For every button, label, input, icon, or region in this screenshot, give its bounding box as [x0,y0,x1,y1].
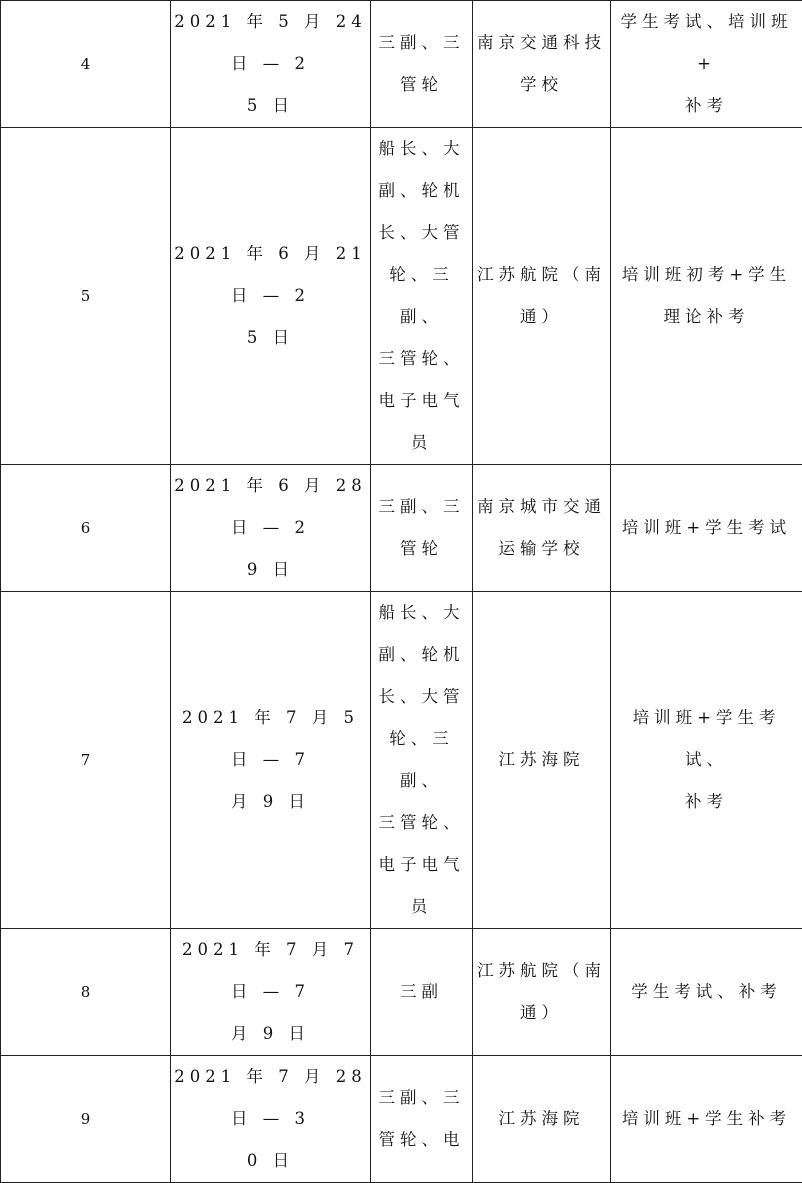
rank-line: 三管轮、 [372,338,471,380]
school-line: 通） [475,992,608,1034]
exam-type-line: 培训班+学生补考 [613,1098,800,1140]
rank-cell [371,592,473,929]
rank-line: 副、轮机 [372,634,471,676]
school-line: 南京城市交通 [475,486,608,528]
exam-type-cell [611,1,802,128]
rank-line: 船长、大 [372,128,471,170]
rank-cell [371,128,473,465]
exam-date-cell [171,128,371,465]
school-cell [473,1056,611,1183]
rank-line: 员 [372,886,471,928]
exam-date-cell [171,592,371,929]
exam-type-line: 学生考试、补考 [613,971,800,1013]
exam-date-line: 2021 年 5 月 24 日 — 2 [173,1,368,85]
school-line: 学校 [475,64,608,106]
row-number: 5 [1,128,171,465]
rank-line: 员 [372,422,471,464]
table-row [1,592,802,929]
table-row [1,128,802,465]
exam-date-line: 月 9 日 [173,1013,368,1055]
rank-cell [371,1056,473,1183]
school-line: 江苏海院 [475,1098,608,1140]
exam-type-line: 补考 [613,781,800,823]
table-row [1,929,802,1056]
schedule-table-body [1,1,802,1183]
exam-type-line: 学生考试、培训班+ [613,1,800,85]
rank-cell [371,465,473,592]
rank-line: 副、轮机 [372,170,471,212]
exam-type-cell [611,1056,802,1183]
rank-line: 三管轮、 [372,802,471,844]
school-cell [473,465,611,592]
exam-date-line: 5 日 [173,85,368,127]
rank-line: 船长、大 [372,592,471,634]
school-line: 南京交通科技 [475,22,608,64]
row-number: 6 [1,465,171,592]
school-line: 运输学校 [475,528,608,570]
exam-date-cell [171,465,371,592]
exam-date-cell [171,929,371,1056]
exam-date-cell [171,1056,371,1183]
rank-line: 三副、三 [372,1077,471,1119]
exam-type-line: 培训班初考+学生 [613,254,800,296]
exam-date-line: 2021 年 7 月 7 日 — 7 [173,929,368,1013]
exam-type-cell [611,592,802,929]
row-number: 4 [1,1,171,128]
exam-type-cell [611,128,802,465]
exam-date-line: 0 日 [173,1140,368,1182]
table-row [1,1056,802,1183]
exam-date-line: 月 9 日 [173,781,368,823]
exam-date-line: 9 日 [173,549,368,591]
exam-date-line: 2021 年 7 月 5 日 — 7 [173,697,368,781]
exam-type-cell [611,465,802,592]
row-number: 7 [1,592,171,929]
rank-cell [371,929,473,1056]
rank-line: 管轮、电 [372,1119,471,1161]
rank-cell [371,1,473,128]
rank-line: 三副、三 [372,486,471,528]
rank-line: 三副 [372,971,471,1013]
table-row [1,1,802,128]
school-cell [473,929,611,1056]
school-line: 通） [475,296,608,338]
rank-line: 电子电气 [372,844,471,886]
school-line: 江苏航院（南 [475,950,608,992]
school-line: 江苏海院 [475,739,608,781]
rank-line: 长、大管 [372,212,471,254]
school-cell [473,128,611,465]
exam-date-line: 2021 年 6 月 21 日 — 2 [173,233,368,317]
exam-date-line: 2021 年 7 月 28 日 — 3 [173,1056,368,1140]
school-cell [473,1,611,128]
school-cell [473,592,611,929]
rank-line: 轮、三副、 [372,254,471,338]
rank-line: 管轮 [372,528,471,570]
exam-date-cell [171,1,371,128]
rank-line: 电子电气 [372,380,471,422]
row-number: 8 [1,929,171,1056]
exam-type-cell [611,929,802,1056]
rank-line: 轮、三副、 [372,718,471,802]
exam-date-line: 5 日 [173,317,368,359]
exam-type-line: 理论补考 [613,296,800,338]
rank-line: 管轮 [372,64,471,106]
exam-type-line: 培训班+学生考试、 [613,697,800,781]
row-number: 9 [1,1056,171,1183]
exam-type-line: 培训班+学生考试 [613,507,800,549]
rank-line: 三副、三 [372,22,471,64]
table-row [1,465,802,592]
exam-type-line: 补考 [613,85,800,127]
exam-date-line: 2021 年 6 月 28 日 — 2 [173,465,368,549]
rank-line: 长、大管 [372,676,471,718]
school-line: 江苏航院（南 [475,254,608,296]
